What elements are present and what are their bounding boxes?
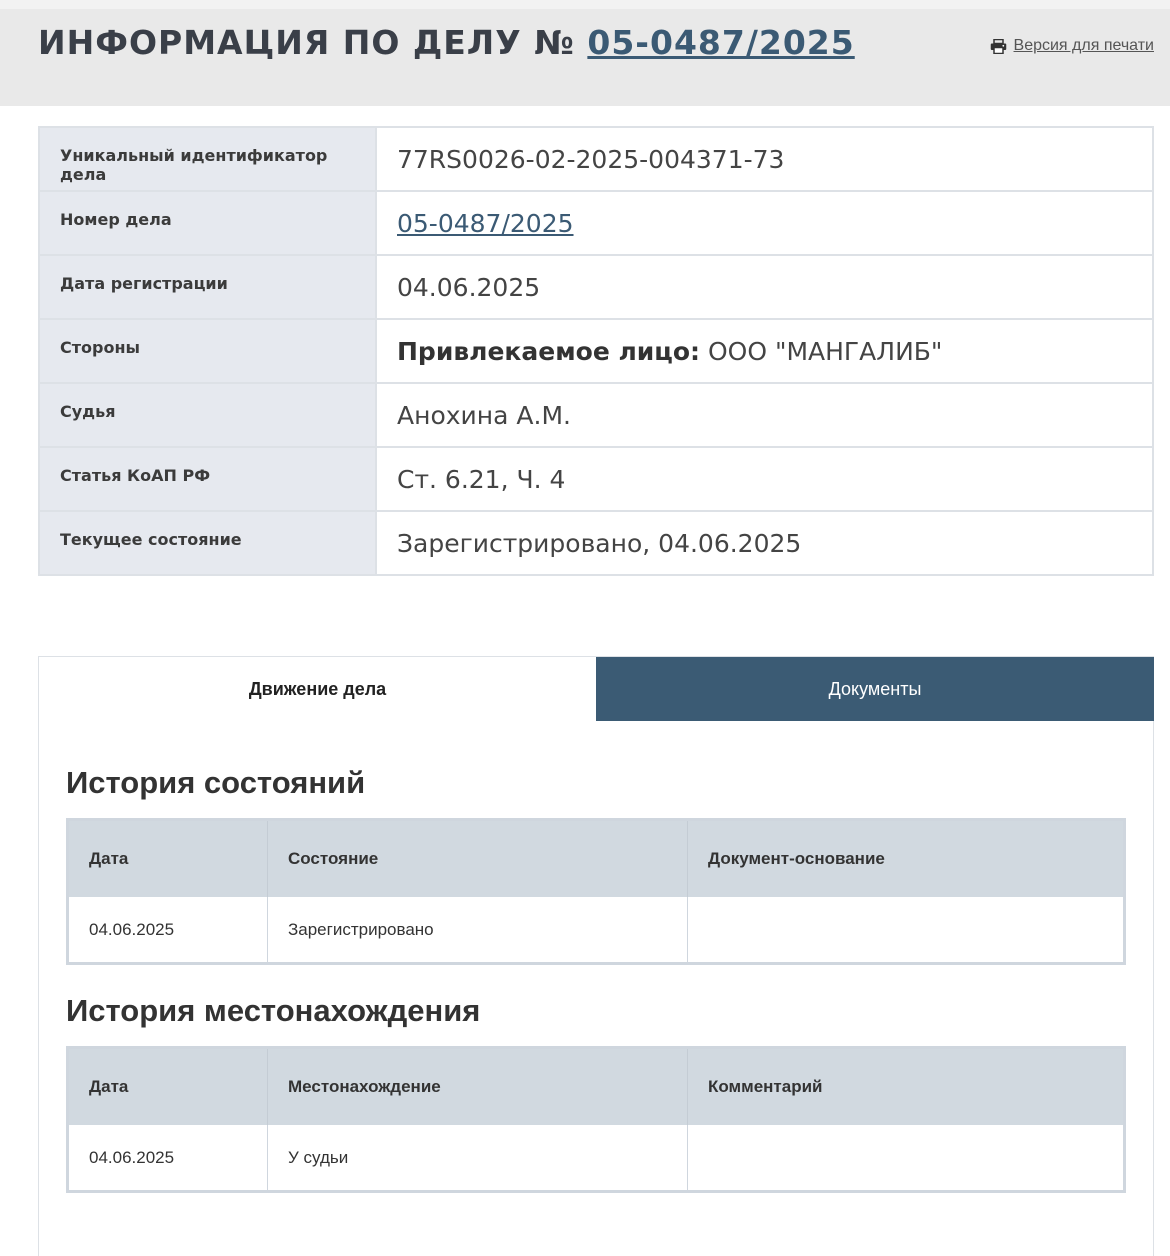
party-name: ООО "МАНГАЛИБ" bbox=[707, 336, 943, 366]
info-row-judge bbox=[39, 383, 1153, 447]
page-title bbox=[38, 23, 855, 62]
print-version-link[interactable] bbox=[990, 37, 1154, 55]
info-key: Уникальный идентификатор дела bbox=[39, 127, 376, 191]
printer-icon bbox=[990, 39, 1007, 54]
column-header: Местонахождение bbox=[268, 1048, 688, 1126]
page-header bbox=[0, 0, 1170, 106]
table-header-row bbox=[68, 1048, 1125, 1126]
table-cell: 04.06.2025 bbox=[68, 1125, 268, 1192]
table-header-row bbox=[68, 820, 1125, 898]
info-row-registration-date bbox=[39, 255, 1153, 319]
tab-case-movement[interactable]: Движение дела bbox=[39, 657, 596, 721]
page-title-prefix: ИНФОРМАЦИЯ ПО ДЕЛУ № bbox=[38, 23, 575, 62]
info-row-current-state bbox=[39, 511, 1153, 575]
column-header: Комментарий bbox=[688, 1048, 1125, 1126]
info-key: Номер дела bbox=[39, 191, 376, 255]
column-header: Дата bbox=[68, 820, 268, 898]
info-row-case-number bbox=[39, 191, 1153, 255]
info-value: 77RS0026-02-2025-004371-73 bbox=[376, 127, 1153, 191]
table-cell: 04.06.2025 bbox=[68, 897, 268, 964]
tab-documents[interactable]: Документы bbox=[596, 657, 1154, 721]
table-row bbox=[68, 897, 1125, 964]
info-value: 04.06.2025 bbox=[376, 255, 1153, 319]
status-history-title: История состояний bbox=[66, 765, 366, 800]
column-header: Состояние bbox=[268, 820, 688, 898]
info-key: Дата регистрации bbox=[39, 255, 376, 319]
info-value: Ст. 6.21, Ч. 4 bbox=[376, 447, 1153, 511]
print-version-label[interactable]: Версия для печати bbox=[1013, 37, 1154, 54]
info-key: Стороны bbox=[39, 319, 376, 383]
case-number-value-link[interactable]: 05-0487/2025 bbox=[397, 208, 574, 238]
info-row-article bbox=[39, 447, 1153, 511]
location-history-title: История местонахождения bbox=[66, 993, 481, 1028]
info-value: Зарегистрировано, 04.06.2025 bbox=[376, 511, 1153, 575]
column-header: Дата bbox=[68, 1048, 268, 1126]
table-cell bbox=[688, 897, 1125, 964]
info-key: Судья bbox=[39, 383, 376, 447]
info-value bbox=[376, 191, 1153, 255]
table-cell bbox=[688, 1125, 1125, 1192]
info-row-parties bbox=[39, 319, 1153, 383]
column-header: Документ-основание bbox=[688, 820, 1125, 898]
party-role-label: Привлекаемое лицо: bbox=[397, 336, 701, 366]
table-cell: Зарегистрировано bbox=[268, 897, 688, 964]
table-row bbox=[68, 1125, 1125, 1192]
info-value bbox=[376, 319, 1153, 383]
info-row-uid bbox=[39, 127, 1153, 191]
info-key: Текущее состояние bbox=[39, 511, 376, 575]
case-number-link[interactable]: 05-0487/2025 bbox=[587, 23, 855, 62]
case-tabs-panel bbox=[38, 656, 1154, 1256]
case-info-table bbox=[38, 126, 1154, 576]
info-value: Анохина А.М. bbox=[376, 383, 1153, 447]
location-history-table bbox=[66, 1046, 1126, 1193]
status-history-table bbox=[66, 818, 1126, 965]
info-key: Статья КоАП РФ bbox=[39, 447, 376, 511]
table-cell: У судьи bbox=[268, 1125, 688, 1192]
